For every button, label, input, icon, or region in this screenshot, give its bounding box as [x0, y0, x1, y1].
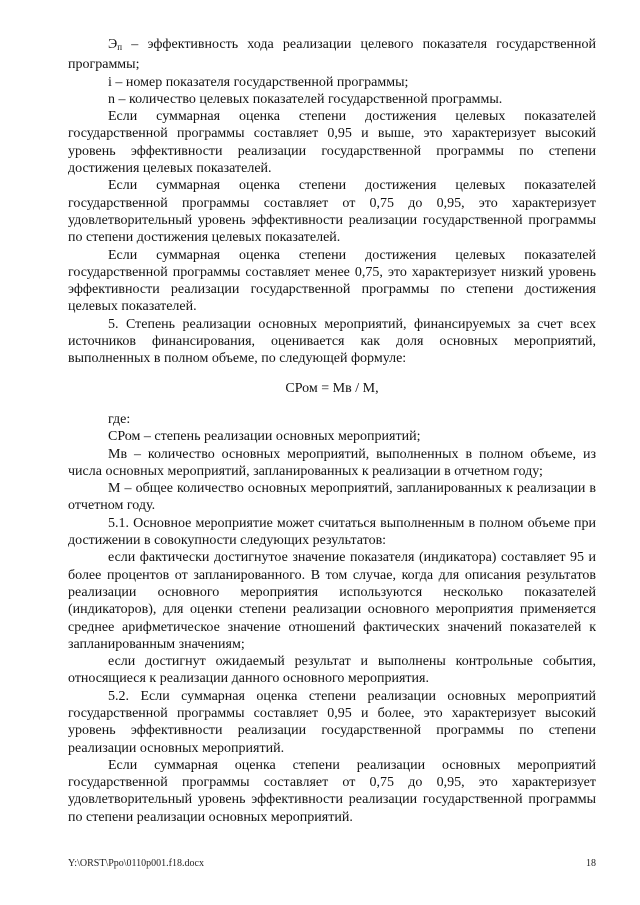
file-path: Y:\ORST\Ppo\0110p001.f18.docx [68, 858, 204, 869]
definition-text: – эффективность хода реализации целевого показателя государственной программы; [68, 37, 596, 73]
page-number: 18 [586, 858, 596, 869]
paragraph: если достигнут ожидаемый результат и выполнены контрольные события, относящиеся к реализации данного основного мероприятия. [68, 654, 596, 687]
paragraph: 5.2. Если суммарная оценка степени реализации основных мероприятий государственной программы составляет 0,95 и более, это характеризует высокий уровень эффективности реализации государственной программы по степени реализации основных мероприятий. [68, 688, 596, 756]
paragraph: Мв – количество основных мероприятий, выполненных в полном объеме, из числа основных мероприятий, запланированных к реализации в отчетном году; [68, 446, 596, 479]
paragraph: Если суммарная оценка степени достижения целевых показателей государственной программы составляет менее 0,75, это характеризует низкий уровень эффективности реализации государственной программы по степени достижения целевых показателей. [68, 247, 596, 315]
paragraph: если фактически достигнутое значение показателя (индикатора) составляет 95 и более процентов от запланированного. В том случае, когда для описания результатов реализации основного мероприятия используются несколько показателей (индикаторов), для оценки степени реализации основного мероприятия применяется среднее арифметическое значение отношений фактических значений показателей к запланированным значениям; [68, 550, 596, 652]
symbol-subscript: п [117, 42, 123, 52]
paragraph: М – общее количество основных мероприятий, запланированных к реализации в отчетном году. [68, 481, 596, 514]
paragraph-efficiency-definition [68, 36, 596, 74]
paragraph: Если суммарная оценка степени достижения целевых показателей государственной программы составляет 0,95 и выше, это характеризует высокий уровень эффективности реализации государственной программы по степени достижения целевых показателей. [68, 109, 596, 177]
paragraph: Если суммарная оценка степени реализации основных мероприятий государственной программы составляет от 0,75 до 0,95, это характеризует удовлетворительный уровень эффективности реализации государственной программы по степени реализации основных мероприятий. [68, 757, 596, 825]
symbol-e: Э [108, 37, 118, 52]
paragraph: где: [108, 411, 131, 427]
paragraph: 5. Степень реализации основных мероприятий, финансируемых за счет всех источников финансирования, оценивается как доля основных мероприятий, выполненных в полном объеме, по следующей формуле: [68, 316, 596, 367]
paragraph: Если суммарная оценка степени достижения целевых показателей государственной программы составляет от 0,75 до 0,95, это характеризует удовлетворительный уровень эффективности реализации государственной программы по степени достижения целевых показателей. [68, 178, 596, 246]
paragraph: i – номер показателя государственной программы; [108, 74, 409, 90]
paragraph: СРом – степень реализации основных мероприятий; [108, 429, 421, 445]
document-body [68, 36, 596, 826]
paragraph: 5.1. Основное мероприятие может считаться выполненным в полном объеме при достижении в совокупности следующих результатов: [68, 515, 596, 549]
formula: СРом = Мв / М, [285, 380, 379, 396]
paragraph: n – количество целевых показателей государственной программы. [108, 91, 503, 107]
